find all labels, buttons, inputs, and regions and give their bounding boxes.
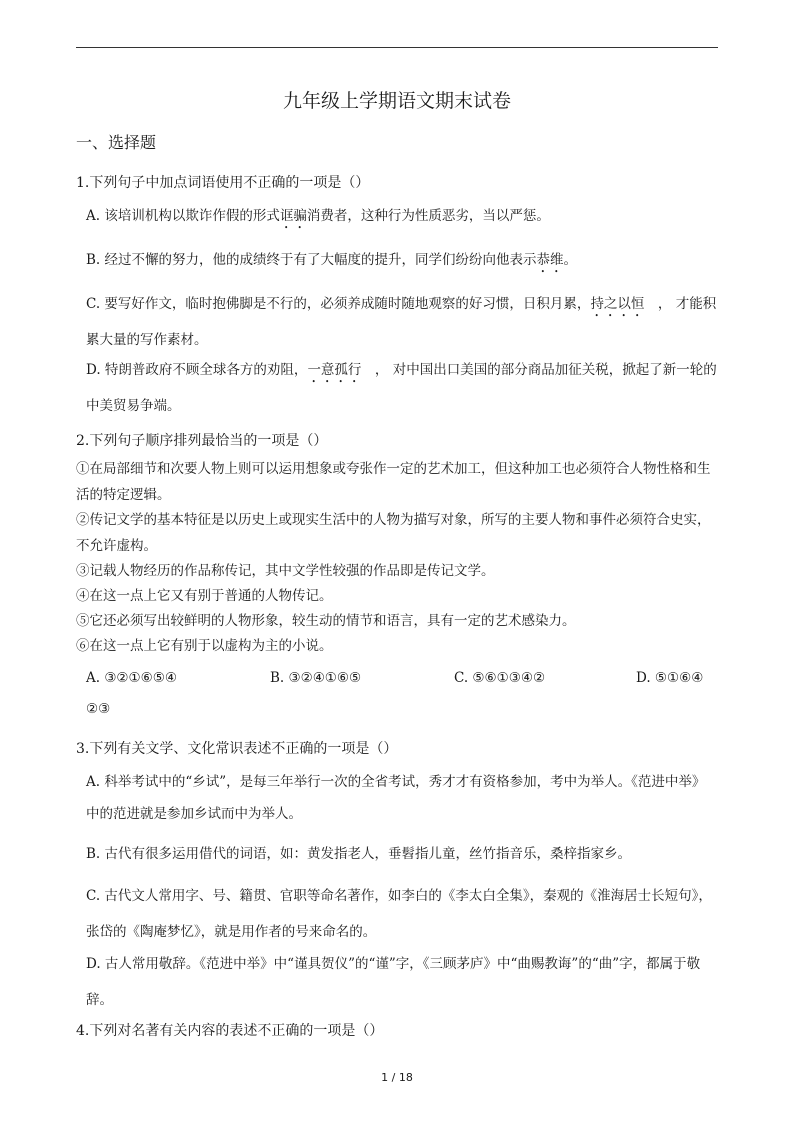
q2-sentence-2: ②传记文学的基本特征是以历史上或现实生活中的人物为描写对象，所写的主要人物和事件必须符合史实，不允许虚构。 xyxy=(76,512,711,554)
q2-option-d-cont: ②③ xyxy=(86,701,111,717)
q2-option-a: A. ③②①⑥⑤④ xyxy=(86,670,177,686)
q2-sentence-5: ⑤它还必须写出较鲜明的人物形象，较生动的情节和语言，具有一定的艺术感染力。 xyxy=(76,613,576,629)
q1-c-text-end: ， 才能积累大量的写作素材。 xyxy=(86,296,717,348)
q1-option-b xyxy=(86,244,718,276)
q1-c-emphasis: 持之以恒 xyxy=(590,296,645,312)
header-rule xyxy=(76,47,718,48)
question-2-stem: 2.下列句子顺序排列最恰当的一项是（） xyxy=(76,433,328,449)
q2-option-d: D. ⑤①⑥④ xyxy=(636,670,704,686)
q3-option-a: A. 科举考试中的“乡试”，是每三年举行一次的全省考试，秀才才有资格参加，考中为举人。《范进中举》中的范进就是参加乡试而中为举人。 xyxy=(86,774,706,822)
page-title: 九年级上学期语文期末试卷 xyxy=(282,90,511,112)
q1-a-text: A. 该培训机构以欺诈作假的形式 xyxy=(86,208,280,224)
q3-option-c: C. 古代文人常用字、号、籍贯、官职等命名著作，如李白的《李太白全集》，秦观的《淮海居士长短句》，张岱的《陶庵梦忆》，就是用作者的号来命名的。 xyxy=(86,888,712,940)
q2-sentence-6: ⑥在这一点上它有别于以虚构为主的小说。 xyxy=(76,638,333,654)
question-4-stem: 4.下列对名著有关内容的表述不正确的一项是（） xyxy=(76,1023,384,1039)
q1-d-text-end: ， 对中国出口美国的部分商品加征关税，掀起了新一轮的中美贸易争端。 xyxy=(86,362,717,414)
q1-d-text: D. 特朗普政府不顾全球各方的劝阻， xyxy=(86,362,308,378)
q1-option-c xyxy=(86,286,718,358)
q2-sentence-1: ①在局部细节和次要人物上则可以运用想象或夸张作一定的艺术加工，但这种加工也必须符合人物性格和生活的特定逻辑。 xyxy=(76,461,711,503)
q1-b-text-end: 。 xyxy=(563,252,578,268)
q1-c-text: C. 要写好作文，临时抱佛脚是不行的，必须养成随时随地观察的好习惯，日积月累， xyxy=(86,296,591,312)
question-3-stem: 3.下列有关文学、文化常识表述不正确的一项是（） xyxy=(76,741,398,757)
q1-a-text-end: 消费者，这种行为性质恶劣，当以严惩。 xyxy=(306,208,550,224)
q2-option-b: B. ③②④①⑥⑤ xyxy=(270,670,362,686)
q1-d-emphasis: 一意孤行 xyxy=(307,362,362,378)
q3-option-d: D. 古人常用敬辞。《范进中举》中“谨具贺仪”的“谨”字，《三顾茅庐》中“曲赐教诲”的“曲”字，都属于敬辞。 xyxy=(86,956,701,1008)
page-number: 1 / 18 xyxy=(381,1071,413,1084)
question-1-stem: 1.下列句子中加点词语使用不正确的一项是（） xyxy=(76,175,370,191)
q1-b-text: B. 经过不懈的努力，他的成绩终于有了大幅度的提升，同学们纷纷向他表示 xyxy=(86,252,537,268)
q1-option-a xyxy=(86,200,718,232)
q1-option-d xyxy=(86,352,718,424)
q2-sentence-3: ③记载人物经历的作品称传记，其中文学性较强的作品即是传记文学。 xyxy=(76,563,495,579)
q2-sentence-4: ④在这一点上它又有别于普通的人物传记。 xyxy=(76,588,333,604)
section-heading: 一、选择题 xyxy=(76,133,157,152)
q3-option-b: B. 古代有很多运用借代的词语，如：黄发指老人，垂髫指儿童，丝竹指音乐，桑梓指家乡。 xyxy=(86,846,632,862)
q2-option-c: C. ⑤⑥①③④② xyxy=(454,670,546,686)
q1-a-emphasis: 诓骗 xyxy=(279,208,307,224)
q1-b-emphasis: 恭维 xyxy=(536,252,564,268)
